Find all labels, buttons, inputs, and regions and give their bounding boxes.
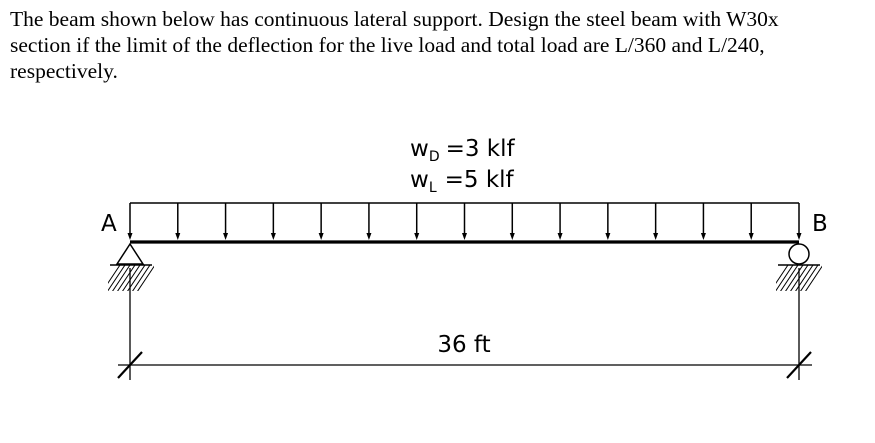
- load-arrow-icon: [366, 203, 371, 240]
- load-arrow-icon: [558, 203, 563, 240]
- dead-load-label: $w_D =3$ klf: [410, 136, 515, 165]
- load-arrow-icon: [797, 203, 802, 240]
- load-arrow-icon: [128, 203, 133, 240]
- roller-support-b-icon: [770, 244, 823, 292]
- load-arrow-icon: [462, 203, 467, 240]
- support-a-label: A: [101, 211, 117, 237]
- load-arrow-icon: [271, 203, 276, 240]
- load-arrow-icon: [653, 203, 658, 240]
- pin-support-a-icon: [102, 244, 155, 292]
- load-arrow-icon: [319, 203, 324, 240]
- load-arrow-icon: [749, 203, 754, 240]
- load-arrow-icon: [510, 203, 515, 240]
- span-dimension: [118, 268, 812, 380]
- load-arrow-icon: [175, 203, 180, 240]
- load-arrow-icon: [414, 203, 419, 240]
- load-arrow-icon: [701, 203, 706, 240]
- support-b-label: B: [812, 211, 828, 237]
- problem-line-1: The beam shown below has continuous lateral support. Design the steel beam with W30x: [10, 7, 779, 31]
- load-arrow-icon: [223, 203, 228, 240]
- load-arrow-icon: [605, 203, 610, 240]
- live-load-label: $w_L =5$ klf: [410, 167, 514, 196]
- problem-line-3: respectively.: [10, 59, 118, 83]
- distributed-load-arrows: [128, 203, 802, 240]
- problem-line-2: section if the limit of the deflection for the live load and total load are L/360 and L/240,: [10, 33, 765, 57]
- span-label: 36 ft: [437, 332, 491, 358]
